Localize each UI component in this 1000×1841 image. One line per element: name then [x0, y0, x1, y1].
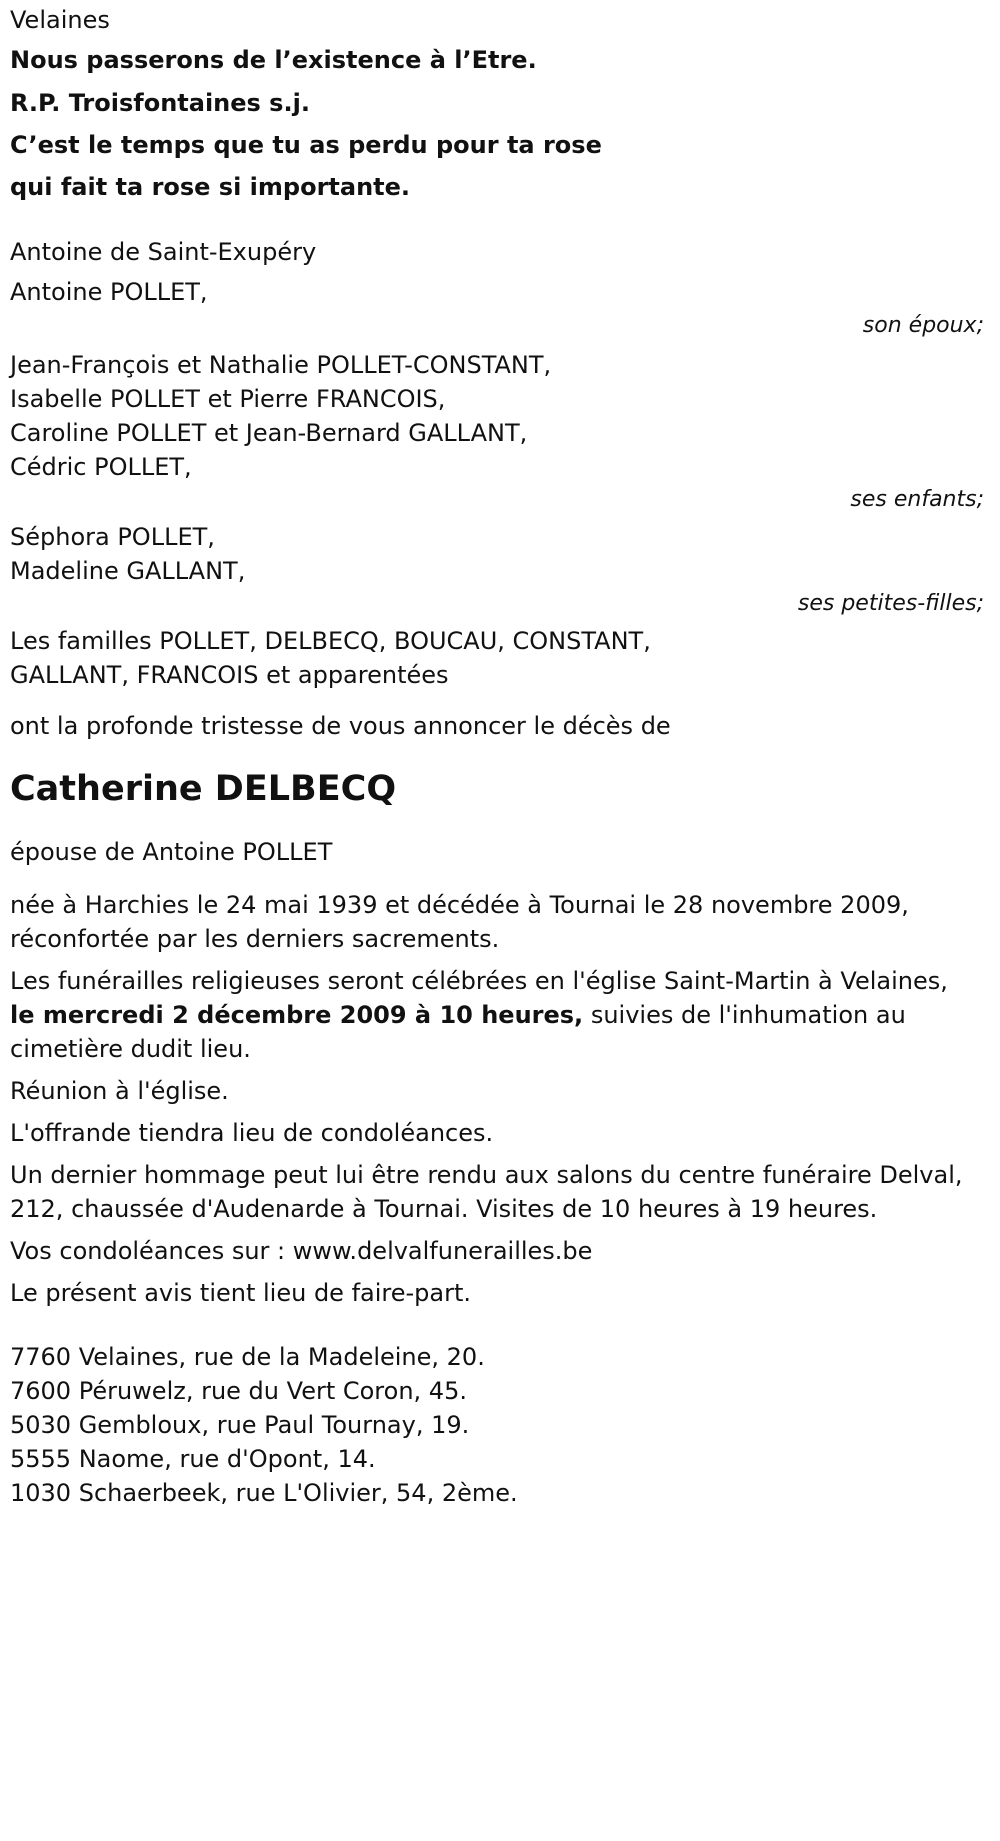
- offering-text: L'offrande tiendra lieu de condoléances.: [10, 1119, 494, 1147]
- birth-death-text: née à Harchies le 24 mai 1939 et décédée à Tournai le 28 novembre 2009, réconfortée par les derniers sacrements.: [10, 891, 909, 953]
- quote-existence: Nous passerons de l’existence à l’Etre.: [10, 46, 537, 74]
- families-line: Les familles POLLET, DELBECQ, BOUCAU, CONSTANT,: [10, 627, 651, 655]
- faire-part-notice: Le présent avis tient lieu de faire-part.: [10, 1279, 472, 1307]
- address-line: 5555 Naome, rue d'Opont, 14.: [10, 1445, 376, 1473]
- children-role: ses enfants;: [850, 487, 984, 512]
- quote-rose-line-2: qui fait ta rose si importante.: [10, 173, 411, 201]
- child-line: Caroline POLLET et Jean-Bernard GALLANT,: [10, 419, 528, 447]
- grandchild-line: Madeline GALLANT,: [10, 557, 246, 585]
- quote-rose-line-1: C’est le temps que tu as perdu pour ta rose: [10, 131, 602, 159]
- funeral-date: le mercredi 2 décembre 2009 à 10 heures,: [10, 1001, 584, 1029]
- address-line: 1030 Schaerbeek, rue L'Olivier, 54, 2ème.: [10, 1479, 518, 1507]
- quote-author-troisfontaines: R.P. Troisfontaines s.j.: [10, 89, 310, 117]
- funeral-text-start: Les funérailles religieuses seront célébrées en l'église Saint-Martin à Velaines,: [10, 967, 948, 995]
- grandchildren-role: ses petites-filles;: [797, 591, 984, 616]
- condolences-text: Vos condoléances sur : www.delvalfunerailles.be: [10, 1237, 593, 1265]
- spouse-name: Antoine POLLET,: [10, 278, 208, 306]
- spouse-role: son époux;: [862, 313, 984, 338]
- homage-text: Un dernier hommage peut lui être rendu aux salons du centre funéraire Delval, 212, chaussée d'Audenarde à Tournai. Visites de 10 heures à 19 heures.: [10, 1161, 963, 1223]
- grandchildren-list: [10, 520, 990, 588]
- address-line: 5030 Gembloux, rue Paul Tournay, 19.: [10, 1411, 470, 1439]
- announcement-intro: ont la profonde tristesse de vous annoncer le décès de: [10, 712, 671, 740]
- child-line: Cédric POLLET,: [10, 453, 192, 481]
- funeral-text-end: suivies de l'inhumation au cimetière dudit lieu.: [10, 1001, 906, 1063]
- child-line: Jean-François et Nathalie POLLET-CONSTANT,: [10, 351, 552, 379]
- deceased-name: Catherine DELBECQ: [10, 769, 397, 809]
- children-list: [10, 348, 990, 484]
- address-line: 7760 Velaines, rue de la Madeleine, 20.: [10, 1343, 485, 1371]
- families-list: [10, 624, 990, 692]
- families-line: GALLANT, FRANCOIS et apparentées: [10, 661, 449, 689]
- place-name: Velaines: [10, 6, 110, 34]
- relation-text: épouse de Antoine POLLET: [10, 838, 333, 866]
- funeral-text: [10, 964, 970, 1066]
- grandchild-line: Séphora POLLET,: [10, 523, 215, 551]
- quote-author-saint-exupery: Antoine de Saint-Exupéry: [10, 238, 317, 266]
- child-line: Isabelle POLLET et Pierre FRANCOIS,: [10, 385, 446, 413]
- address-line: 7600 Péruwelz, rue du Vert Coron, 45.: [10, 1377, 467, 1405]
- address-list: [10, 1340, 990, 1510]
- meeting-text: Réunion à l'église.: [10, 1077, 229, 1105]
